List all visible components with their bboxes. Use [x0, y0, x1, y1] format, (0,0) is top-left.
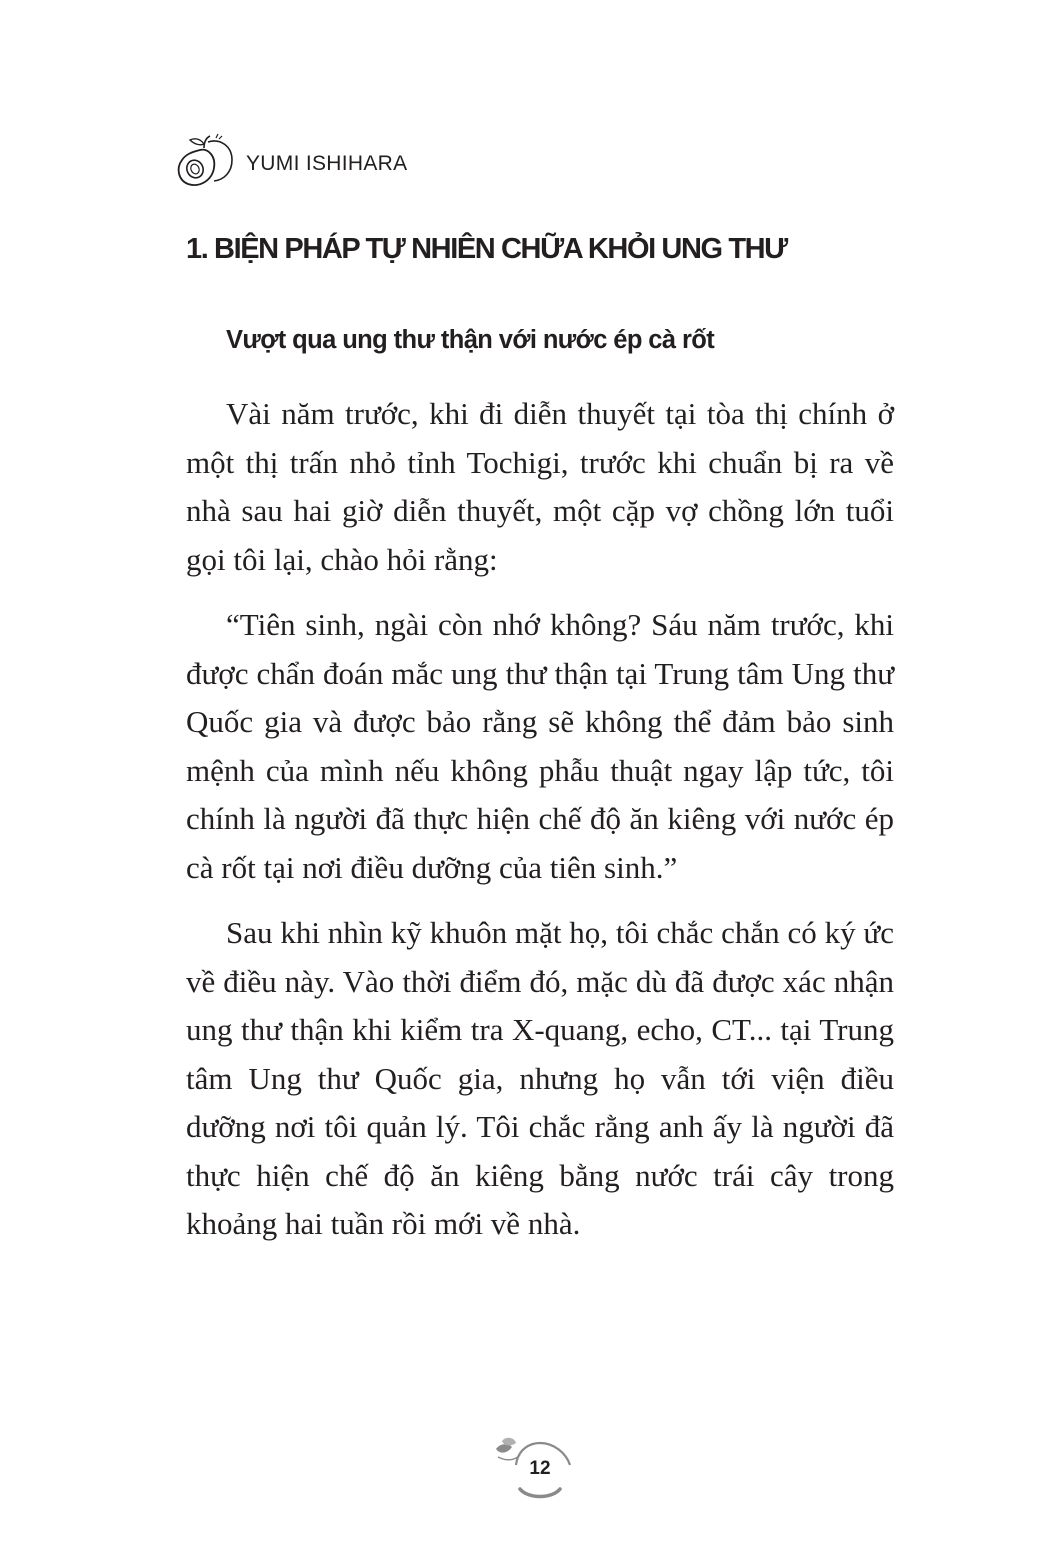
paragraph: Sau khi nhìn kỹ khuôn mặt họ, tôi chắc chắn có ký ức về điều này. Vào thời điểm đó, mặc dù đã được xác nhận ung thư thận khi kiểm tra X-quang, echo, CT... tại Trung tâm Ung thư Quốc gia, nhưng họ vẫn tới viện điều dưỡng nơi tôi quản lý. Tôi chắc rằng anh ấy là người đã thực hiện chế độ ăn kiêng bằng nước trái cây trong khoảng hai tuần rồi mới về nhà. — [186, 915, 894, 1241]
chapter-title: 1. BIỆN PHÁP TỰ NHIÊN CHỮA KHỎI UNG THƯ — [186, 233, 787, 265]
page-footer — [490, 1437, 580, 1507]
running-header — [174, 128, 574, 198]
section-title: Vượt qua ung thư thận với nước ép cà rốt — [226, 326, 715, 354]
paragraph: “Tiên sinh, ngài còn nhớ không? Sáu năm trước, khi được chẩn đoán mắc ung thư thận tại Trung tâm Ung thư Quốc gia và được bảo rằng sẽ không thể đảm bảo sinh mệnh của mình nếu không phẫu thuật ngay lập tức, tôi chính là người đã thực hiện chế độ ăn kiêng với nước ép cà rốt tại nơi điều dưỡng của tiên sinh.” — [186, 607, 894, 885]
page-number: 12 — [529, 1458, 551, 1479]
paragraph: Vài năm trước, khi đi diễn thuyết tại tòa thị chính ở một thị trấn nhỏ tỉnh Tochigi, trước khi chuẩn bị ra về nhà sau hai giờ diễn thuyết, một cặp vợ chồng lớn tuổi gọi tôi lại, chào hỏi rằng: — [186, 396, 894, 577]
body-text — [186, 390, 894, 1266]
author-name: YUMI ISHIHARA — [246, 152, 408, 175]
avocado-icon — [174, 128, 244, 198]
